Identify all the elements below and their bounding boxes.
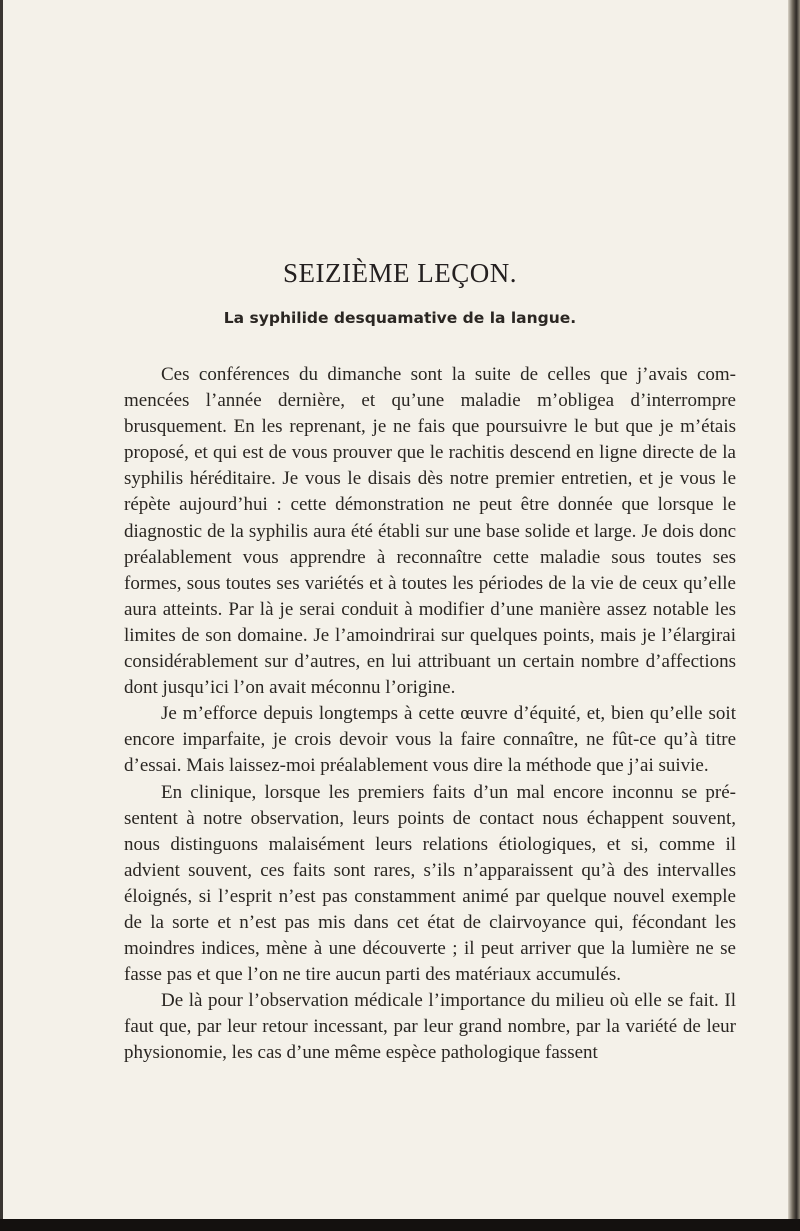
- lesson-subtitle: La syphilide desquamative de la langue.: [223, 309, 577, 327]
- paragraph: Je m’efforce depuis longtemps à cette œuvre d’équité, et, bien qu’elle soit encore imparfaite, je crois devoir vous la faire connaître, ne fût-ce qu’à titre d’essai. Mais laissez-moi préalablement vous dire la méthode que j’ai suivie.: [124, 703, 736, 777]
- page-bottom-edge: [0, 1219, 800, 1231]
- paragraph: En clinique, lorsque les premiers faits d’un mal encore inconnu se présentent à notre observation, leurs points de contact nous échappent souvent, nous distinguons malaisément leurs relations étiologiques, et si, comme il advient souvent, ces faits sont rares, s’ils n’apparaissent qu’à des intervalles éloignés, si l’esprit n’est pas constamment animé par quelque nouvel exemple de la sorte et n’est pas mis dans cet état de clairvoyance qui, fécondant les moindres indices, mène à une découverte ; il peut arriver que la lumière ne se fasse pas et que l’on ne tire aucun parti des matériaux accumulés.: [124, 781, 736, 986]
- paragraph: De là pour l’observation médicale l’importance du milieu où elle se fait. Il faut que, par leur retour incessant, par leur grand nombre, par la variété de leur physionomie, les cas d’une même espèce pathologique fassent: [124, 990, 736, 1064]
- lesson-title: SEIZIÈME LEÇON.: [283, 258, 517, 288]
- page-left-edge: [0, 0, 3, 1231]
- paragraph: Ces conférences du dimanche sont la suite de celles que j’avais commencées l’année dernière, et qu’une maladie m’obligea d’interrompre brusquement. En les reprenant, je ne fais que poursuivre le but que je m’étais proposé, et qui est de vous prouver que le rachitis descend en ligne directe de la syphilis héréditaire. Je vous le disais dès notre premier entretien, et je vous le répète aujourd’hui : cette démonstration ne peut être donnée que lorsque le diagnostic de la syphilis aura été établi sur une base solide et large. Je dois donc préalablement vous apprendre à reconnaître cette maladie sous toutes ses formes, sous toutes ses variétés et à toutes les périodes de la vie de ceux qu’elle aura atteints. Par là je serai conduit à modifier d’une manière assez notable les limites de son domaine. Je l’amoindrirai sur quelques points, mais je l’élargirai considérablement sur d’autres, en lui attribuant un certain nombre d’affections dont jusqu’ici l’on avait méconnu l’origine.: [124, 364, 736, 699]
- body-text: [124, 362, 736, 1067]
- page-binding-edge: [788, 0, 800, 1231]
